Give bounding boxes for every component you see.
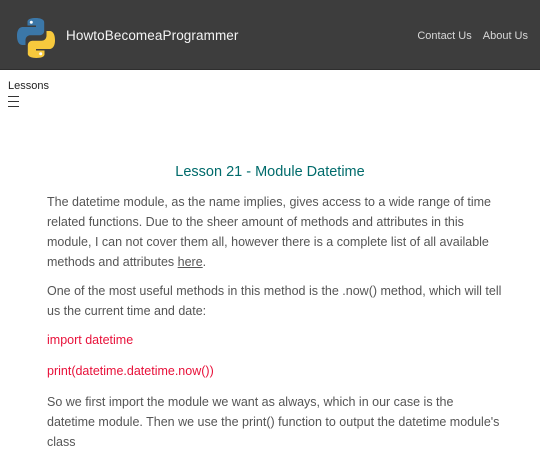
intro-paragraph — [47, 192, 502, 272]
intro-text: The datetime module, as the name implies, gives access to a wide range of time related functions. Due to the sheer amount of methods and attributes in this module, I can not cover them all, however there is a complete list of all available methods and attributes — [47, 195, 491, 269]
code-line-print: print(datetime.datetime.now()) — [47, 364, 214, 378]
lesson-content — [47, 192, 502, 461]
site-brand-link[interactable]: HowtoBecomeaProgrammer — [66, 28, 239, 43]
nav-about-us[interactable]: About Us — [482, 30, 528, 42]
hamburger-line — [8, 101, 19, 102]
intro-end: . — [202, 255, 207, 269]
hamburger-line — [8, 106, 19, 107]
hamburger-icon[interactable] — [8, 96, 19, 107]
lessons-menu-label: Lessons — [8, 80, 49, 92]
code-line-import: import datetime — [47, 333, 134, 347]
python-logo-icon[interactable] — [12, 14, 60, 62]
site-header — [0, 0, 540, 70]
explanation-paragraph: So we first import the module we want as always, which in our case is the datetime module. Then we use the print() function to output the datetime module's class — [47, 395, 500, 449]
methods-list-link[interactable]: here — [177, 255, 203, 269]
now-method-paragraph: One of the most useful methods in this method is the .now() method, which will tell us the current time and date: — [47, 284, 502, 318]
hamburger-line — [8, 96, 19, 97]
nav-contact-us[interactable]: Contact Us — [417, 30, 472, 42]
lesson-title: Lesson 21 - Module Datetime — [175, 164, 365, 180]
top-nav — [417, 30, 528, 42]
